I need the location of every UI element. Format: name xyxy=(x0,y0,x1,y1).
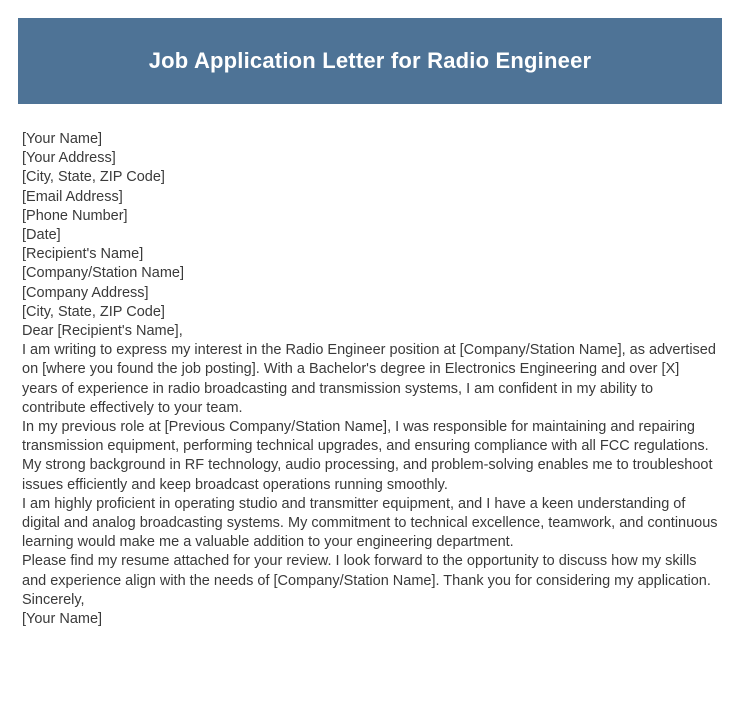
sender-line: [City, State, ZIP Code] xyxy=(22,169,165,186)
sender-block xyxy=(22,130,718,245)
document-header-band xyxy=(18,18,722,104)
body-paragraph: In my previous role at [Previous Company/Station Name], I was responsible for maintaining and repairing transmission equipment, performing technical upgrades, and ensuring compliance with all FCC regulations. My strong background in RF technology, audio processing, and problem-solving enables me to troubleshoot issues efficiently and keep broadcast operations running smoothly. xyxy=(22,419,713,493)
sender-line: [Email Address] xyxy=(22,188,123,205)
recipient-block xyxy=(22,245,718,322)
recipient-line: [Recipient's Name] xyxy=(22,246,144,263)
sender-line: [Phone Number] xyxy=(22,207,128,224)
body-paragraph: I am writing to express my interest in the Radio Engineer position at [Company/Station Name], as advertised on [where you found the job posting]. With a Bachelor's degree in Electronics Engineering and over [X] years of experience in radio broadcasting and transmission systems, I am confident in my ability to contribute effectively to your team. xyxy=(22,342,716,416)
sender-line: [Date] xyxy=(22,227,61,244)
recipient-line: [Company Address] xyxy=(22,284,149,301)
signature: [Your Name] xyxy=(22,611,103,628)
letter-body xyxy=(0,104,740,629)
closing: Sincerely, xyxy=(22,591,85,608)
salutation: Dear [Recipient's Name], xyxy=(22,323,183,340)
body-paragraph: Please find my resume attached for your review. I look forward to the opportunity to discuss how my skills and experience align with the needs of [Company/Station Name]. Thank you for considering my application. xyxy=(22,553,711,589)
page-title: Job Application Letter for Radio Engineer xyxy=(148,48,592,73)
recipient-line: [Company/Station Name] xyxy=(22,265,184,282)
body-paragraph: I am highly proficient in operating studio and transmitter equipment, and I have a keen understanding of digital and analog broadcasting systems. My commitment to technical excellence, teamwork, and continuous learning would make me a valuable addition to your engineering department. xyxy=(22,495,718,551)
document-page xyxy=(0,18,740,723)
sender-line: [Your Address] xyxy=(22,150,116,167)
sender-line: [Your Name] xyxy=(22,131,103,147)
recipient-line: [City, State, ZIP Code] xyxy=(22,303,165,320)
